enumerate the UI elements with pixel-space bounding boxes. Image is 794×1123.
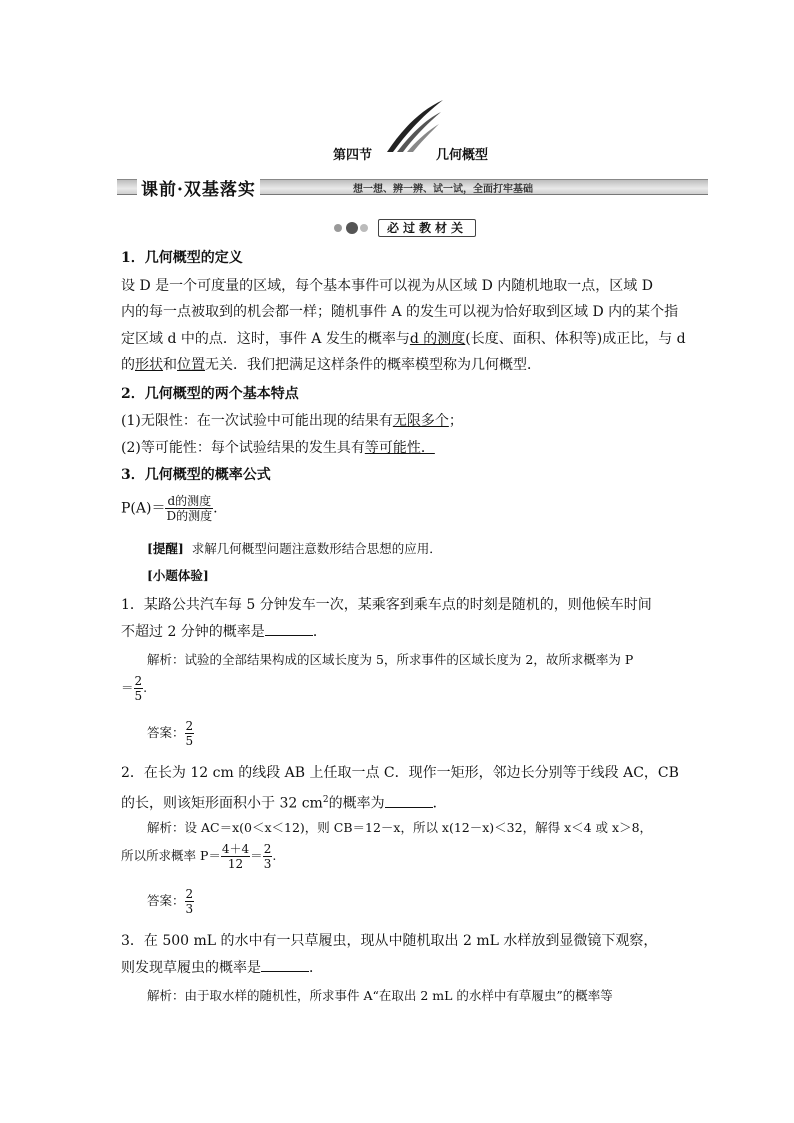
s2-line1-b: 无限多个 bbox=[392, 413, 449, 429]
q2-sol-num2: 2 bbox=[263, 842, 272, 856]
q3-line2-text: 则发现草履虫的概率是 bbox=[121, 960, 261, 976]
s2-heading: 2．几何概型的两个基本特点 bbox=[121, 386, 299, 402]
tip-text: 求解几何概型问题注意数形结合思想的应用． bbox=[191, 541, 442, 556]
answer-blank bbox=[265, 623, 313, 636]
q1-answer-fraction bbox=[185, 719, 195, 748]
q3-line2 bbox=[121, 959, 323, 977]
q2-sol-tail: . bbox=[272, 848, 277, 863]
q1-line2-end: ． bbox=[312, 624, 327, 640]
formula-numerator: d的测度 bbox=[167, 494, 212, 508]
s1-line4 bbox=[121, 356, 541, 374]
q1-sol-fraction bbox=[134, 674, 144, 703]
s1-line1: 设 D 是一个可度量的区域，每个基本事件可以视为从区域 D 内随机地取一点，区域 D bbox=[121, 278, 653, 294]
q2-sol-num1: 4＋4 bbox=[221, 842, 250, 856]
formula-denominator: D的测度 bbox=[166, 509, 213, 523]
s1-line4-e: 无关．我们把满足这样条件的概率模型称为几何概型． bbox=[205, 357, 541, 373]
q1-answer-num: 2 bbox=[185, 719, 194, 733]
q2-superscript: 2 bbox=[322, 795, 329, 805]
q1-line2-text: 不超过 2 分钟的概率是 bbox=[121, 624, 265, 640]
q2-line2-b: 的概率为 bbox=[328, 795, 385, 812]
answer-blank bbox=[261, 959, 309, 972]
s1-line4-b: 形状 bbox=[135, 357, 163, 373]
s2-line1-a: (1)无限性：在一次试验中可能出现的结果有 bbox=[121, 413, 393, 429]
q1-line2 bbox=[121, 623, 327, 641]
q2-line1: 2．在长为 12 cm 的线段 AB 上任取一点 C．现作一矩形，邻边长分别等于线段 AC，CB bbox=[121, 765, 679, 781]
q2-solution-line1: 解析：设 AC＝x(0＜x＜12)，则 CB＝12－x，所以 x(12－x)＜32，解得 x＜4 或 x＞8， bbox=[147, 820, 653, 835]
q1-sol-eq: ＝ bbox=[121, 680, 134, 695]
banner-title: 课前·双基落实 bbox=[137, 175, 260, 200]
s1-line4-d: 位置 bbox=[177, 357, 205, 373]
s1-line3-a: 定区域 d 中的点．这时，事件 A 发生的概率与 bbox=[121, 331, 410, 347]
s2-line1-c: ； bbox=[448, 413, 463, 429]
q2-sol-fraction1 bbox=[221, 842, 250, 871]
q2-line2-a: 的长，则该矩形面积小于 32 cm bbox=[121, 795, 323, 812]
answer-blank bbox=[385, 795, 433, 808]
q2-line2-end: ． bbox=[432, 795, 447, 812]
q1-answer-den: 5 bbox=[185, 734, 194, 748]
q1-solution-line1: 解析：试验的全部结果构成的区域长度为 5，所求事件的区域长度为 2，故所求概率为 P bbox=[147, 652, 634, 667]
s2-line2-b: 等可能性． bbox=[364, 440, 435, 456]
q2-sol-fraction2 bbox=[263, 842, 273, 871]
q3-line1: 3．在 500 mL 的水中有一只草履虫，现从中随机取出 2 mL 水样放到显微镜下观察， bbox=[121, 933, 658, 949]
s2-line1 bbox=[121, 412, 463, 430]
tip-label: [提醒] bbox=[147, 541, 184, 556]
q1-sol-num: 2 bbox=[134, 674, 143, 688]
q2-sol-eq: ＝ bbox=[250, 848, 263, 863]
dot-icon bbox=[334, 224, 342, 232]
dot-icon bbox=[360, 224, 368, 232]
q2-sol-text: 所以所求概率 P＝ bbox=[121, 848, 221, 863]
q2-solution-line2 bbox=[121, 842, 276, 871]
q2-sol-den2: 3 bbox=[263, 857, 272, 871]
q1-solution-line2 bbox=[121, 674, 147, 703]
section-name: 几何概型 bbox=[436, 148, 489, 163]
q2-answer-label: 答案： bbox=[147, 893, 185, 908]
s2-line2 bbox=[121, 439, 435, 457]
q2-answer-num: 2 bbox=[185, 887, 194, 901]
s1-line2: 内的每一点被取到的机会都一样；随机事件 A 的发生可以视为恰好取到区域 D 内的某个指 bbox=[121, 304, 679, 320]
q1-sol-tail: . bbox=[143, 680, 148, 695]
q1-answer-label: 答案： bbox=[147, 725, 185, 740]
dot-icon bbox=[346, 222, 358, 234]
pill-label: 必过教材关 bbox=[378, 219, 476, 237]
tip bbox=[147, 540, 442, 558]
q2-answer bbox=[147, 887, 194, 916]
q2-answer-fraction bbox=[185, 887, 195, 916]
q3-line2-end: ． bbox=[309, 960, 323, 976]
probability-formula bbox=[121, 494, 218, 523]
section-number: 第四节 bbox=[333, 148, 373, 163]
s1-line4-c: 和 bbox=[163, 357, 177, 373]
q3-solution-line1: 解析：由于取水样的随机性，所求事件 A“在取出 2 mL 的水样中有草履虫”的概率等 bbox=[147, 988, 613, 1003]
q2-sol-den1: 12 bbox=[227, 857, 244, 871]
s1-line3-c: (长度、面积、体积等)成正比，与 d bbox=[465, 331, 686, 347]
s2-line2-a: (2)等可能性：每个试验结果的发生具有 bbox=[121, 440, 365, 456]
q1-line1: 1．某路公共汽车每 5 分钟发车一次，某乘客到乘车点的时刻是随机的，则他候车时间 bbox=[121, 597, 652, 613]
banner-subtitle: 想一想、辨一辨、试一试，全面打牢基础 bbox=[353, 184, 533, 195]
formula-tail: . bbox=[213, 500, 218, 517]
q1-sol-den: 5 bbox=[134, 689, 143, 703]
formula-fraction bbox=[165, 494, 213, 523]
exercise-label: [小题体验] bbox=[147, 568, 209, 583]
q1-answer bbox=[147, 719, 194, 748]
s1-line3 bbox=[121, 330, 686, 348]
s1-line4-a: 的 bbox=[121, 357, 135, 373]
s3-heading: 3．几何概型的概率公式 bbox=[121, 467, 271, 483]
s1-line3-b: d 的测度 bbox=[409, 331, 466, 347]
section-banner bbox=[117, 175, 708, 201]
q2-line2 bbox=[121, 791, 447, 813]
s1-heading: 1．几何概型的定义 bbox=[121, 250, 243, 266]
q2-answer-den: 3 bbox=[185, 902, 194, 916]
formula-lhs: P(A)＝ bbox=[121, 500, 166, 517]
